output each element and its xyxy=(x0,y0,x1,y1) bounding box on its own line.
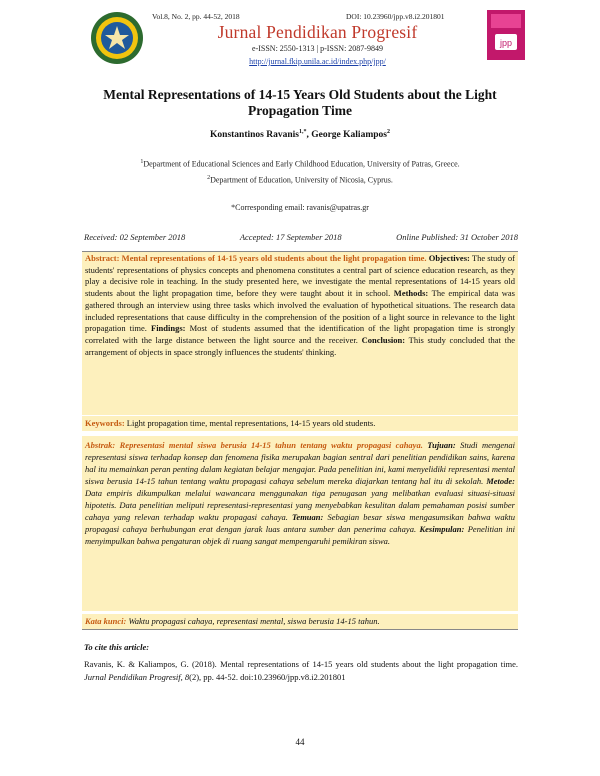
journal-title: Jurnal Pendidikan Progresif xyxy=(217,22,418,42)
author-1: Konstantinos Ravanis xyxy=(210,130,299,141)
published-date: Online Published: 31 October 2018 xyxy=(396,232,518,242)
kata-kunci: Kata kunci: Waktu propagasi cahaya, representasi mental, siswa berusia 14-15 tahun. xyxy=(85,616,380,626)
article-dates xyxy=(84,232,518,242)
page-number: 44 xyxy=(295,737,305,747)
received-date: Received: 02 September 2018 xyxy=(84,232,186,242)
issn: e-ISSN: 2550-1313 | p-ISSN: 2087-9849 xyxy=(252,44,383,53)
affiliation-2: $^2$Department of Education, University of Nicosia, Cyprus. xyxy=(207,175,393,185)
accepted-date: Accepted: 17 September 2018 xyxy=(239,232,342,242)
volume-info: Vol.8, No. 2, pp. 44-52, 2018 xyxy=(152,12,240,21)
abstract-text: Abstract: Mental representations of 14-15 years old students about the light propagation time. Objectives: The study of students' representations of physics concepts and phenomena constitutes a central part of science education research, as they play a decisive role in teaching. In the study presented here, we investigate the mental representations of 14-15 years old students about the light propagation time, before they were taught about it in school. Methods: The empirical data was gathered through an interview using three tasks which involved the evaluation of hypothetical situations. The research data included representations that cause difficulty in the comprehension of the position of a light source in relevance to the light propagation time. Findings: Most of students assumed that the identification of the light propagation time is strongly correlated with the large distance between the light source and the receiver. Conclusion: This study concluded that the arrangement of objects in space strongly influences the students' thinking. xyxy=(85,253,515,357)
authors: Konstantinos Ravanis$^{1,*}$, George Kaliampos$^2$ xyxy=(210,129,390,141)
doi: DOI: 10.23960/jpp.v8.i2.201801 xyxy=(346,12,445,21)
journal-cover-icon xyxy=(487,10,525,60)
university-logo-icon xyxy=(89,10,145,66)
keywords: Keywords: Light propagation time, mental representations, 14-15 years old students. xyxy=(85,418,376,428)
journal-url-link[interactable]: http://jurnal.fkip.unila.ac.id/index.php/jpp/ xyxy=(249,57,386,66)
abstrak-text: Abstrak: Representasi mental siswa berusia 14-15 tahun tentang waktu propagasi cahaya. Tujuan: Studi mengenai representasi siswa terhadap konsep dan fenomena fisika merupakan bagian sentral dari penelitian pendidikan sains, karena hal itu memainkan peran penting dalam kegiatan belajar mengajar. Pada penelitian ini, kami menyelidiki representasi mental siswa berusia 14-15 tahun tentang waktu propagasi cahaya sebelum mereka diajarkan tentang hal itu di sekolah. Metode: Data empiris dikumpulkan melalui wawancara menggunakan tiga penugasan yang melibatkan evaluasi situasi-situasi hipotetis. Data penelitian meliputi representasi-representasi yang menyebabkan kesulitan dalam pemahaman posisi sumber cahaya yang relevan terhadap waktu propagasi cahaya. Temuan: Sebagian besar siswa mengasumsikan bahwa waktu propagasi cahaya berhubungan erat dengan jarak luas antara sumber dan penerima cahaya. Kesimpulan: Penelitian ini menyimpulkan bahwa pengaturan objek di ruang sangat mempengaruhi pemikiran siswa. xyxy=(85,440,516,547)
author-1-sup: 1,* xyxy=(298,129,307,135)
journal-cover-text: jpp xyxy=(499,38,513,48)
citation-text: Ravanis, K. & Kaliampos, G. (2018). Mental representations of 14-15 years old students about the light propagation time. Jurnal Pendidikan Progresif, 8(2), pp. 44-52. doi:10.23960/jpp.v8.i2.201801 xyxy=(84,659,518,682)
citation-label: To cite this article: xyxy=(84,642,150,652)
affiliation-1: $^1$Department of Educational Sciences and Early Childhood Education, University of Patras, Greece. xyxy=(140,159,460,169)
article-title: Mental Representations of 14-15 Years Old Students about the Light Propagation Time xyxy=(103,87,497,118)
corresponding-email: *Corresponding email: ravanis@upatras.gr xyxy=(231,203,369,212)
author-2: George Kaliampos xyxy=(311,130,387,141)
author-2-sup: 2 xyxy=(386,129,390,135)
